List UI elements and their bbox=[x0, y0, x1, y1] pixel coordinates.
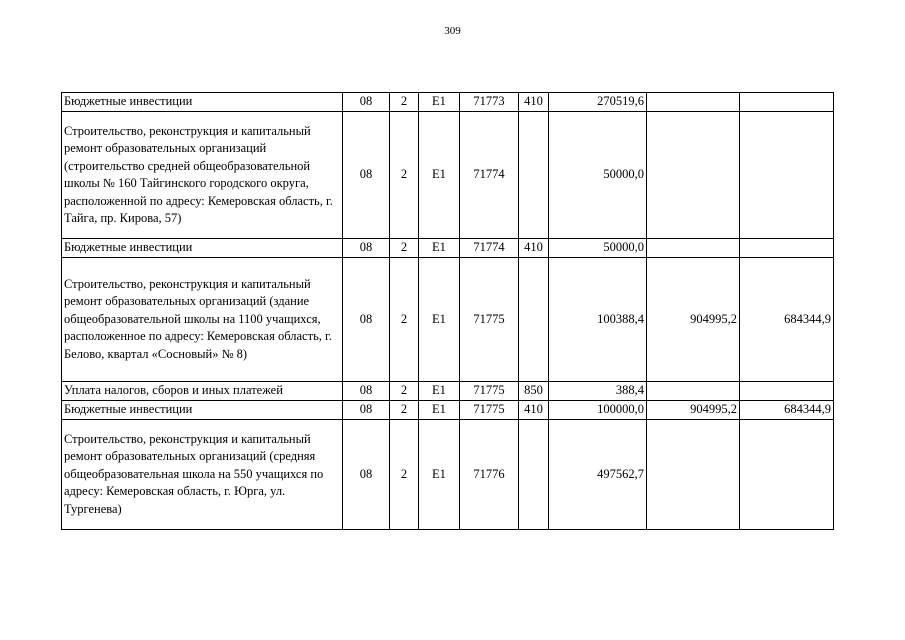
expense-type-code: 410 bbox=[519, 401, 549, 420]
amount-year-2 bbox=[647, 112, 740, 239]
budget-table bbox=[61, 92, 834, 530]
row-name: Бюджетные инвестиции bbox=[62, 239, 343, 258]
table-row bbox=[62, 112, 834, 239]
amount-year-1: 50000,0 bbox=[549, 239, 647, 258]
amount-year-3 bbox=[740, 382, 834, 401]
target-code: 71776 bbox=[460, 420, 519, 530]
program-code: E1 bbox=[419, 112, 460, 239]
amount-year-1: 100000,0 bbox=[549, 401, 647, 420]
subsection-code: 2 bbox=[390, 401, 419, 420]
target-code: 71773 bbox=[460, 93, 519, 112]
expense-type-code bbox=[519, 258, 549, 382]
section-code: 08 bbox=[343, 420, 390, 530]
amount-year-2 bbox=[647, 239, 740, 258]
subsection-code: 2 bbox=[390, 420, 419, 530]
row-name: Уплата налогов, сборов и иных платежей bbox=[62, 382, 343, 401]
subsection-code: 2 bbox=[390, 239, 419, 258]
expense-type-code: 410 bbox=[519, 93, 549, 112]
program-code: E1 bbox=[419, 382, 460, 401]
expense-type-code: 410 bbox=[519, 239, 549, 258]
table-row bbox=[62, 93, 834, 112]
amount-year-3 bbox=[740, 239, 834, 258]
target-code: 71775 bbox=[460, 382, 519, 401]
amount-year-1: 270519,6 bbox=[549, 93, 647, 112]
target-code: 71774 bbox=[460, 239, 519, 258]
program-code: E1 bbox=[419, 401, 460, 420]
amount-year-2: 904995,2 bbox=[647, 258, 740, 382]
row-name: Бюджетные инвестиции bbox=[62, 401, 343, 420]
amount-year-1: 50000,0 bbox=[549, 112, 647, 239]
page-number: 309 bbox=[444, 25, 461, 37]
row-name: Бюджетные инвестиции bbox=[62, 93, 343, 112]
program-code: E1 bbox=[419, 258, 460, 382]
amount-year-2 bbox=[647, 382, 740, 401]
subsection-code: 2 bbox=[390, 112, 419, 239]
program-code: E1 bbox=[419, 93, 460, 112]
section-code: 08 bbox=[343, 93, 390, 112]
section-code: 08 bbox=[343, 382, 390, 401]
amount-year-2 bbox=[647, 93, 740, 112]
subsection-code: 2 bbox=[390, 93, 419, 112]
row-name: Строительство, реконструкция и капитальный ремонт образовательных организаций (строительство средней общеобразовательной школы № 160 Тайгинского городского округа, расположенной по адресу: Кемеровская область, г. Тайга, пр. Кирова, 57) bbox=[62, 112, 343, 239]
amount-year-2 bbox=[647, 420, 740, 530]
amount-year-1: 497562,7 bbox=[549, 420, 647, 530]
row-name: Строительство, реконструкция и капитальный ремонт образовательных организаций (здание общеобразовательной школы на 1100 учащихся, расположенное по адресу: Кемеровская область, г. Белово, квартал «Сосновый» № 8) bbox=[62, 258, 343, 382]
expense-type-code bbox=[519, 112, 549, 239]
table-row bbox=[62, 420, 834, 530]
section-code: 08 bbox=[343, 401, 390, 420]
table-row bbox=[62, 239, 834, 258]
program-code: E1 bbox=[419, 420, 460, 530]
amount-year-1: 388,4 bbox=[549, 382, 647, 401]
table-row bbox=[62, 382, 834, 401]
table-row bbox=[62, 401, 834, 420]
table-row bbox=[62, 258, 834, 382]
target-code: 71775 bbox=[460, 258, 519, 382]
amount-year-3 bbox=[740, 420, 834, 530]
amount-year-3: 684344,9 bbox=[740, 258, 834, 382]
amount-year-3: 684344,9 bbox=[740, 401, 834, 420]
target-code: 71775 bbox=[460, 401, 519, 420]
expense-type-code: 850 bbox=[519, 382, 549, 401]
section-code: 08 bbox=[343, 239, 390, 258]
expense-type-code bbox=[519, 420, 549, 530]
program-code: E1 bbox=[419, 239, 460, 258]
amount-year-3 bbox=[740, 112, 834, 239]
section-code: 08 bbox=[343, 112, 390, 239]
amount-year-2: 904995,2 bbox=[647, 401, 740, 420]
row-name: Строительство, реконструкция и капитальный ремонт образовательных организаций (средняя общеобразовательная школа на 550 учащихся по адресу: Кемеровская область, г. Юрга, ул. Тургенева) bbox=[62, 420, 343, 530]
subsection-code: 2 bbox=[390, 382, 419, 401]
section-code: 08 bbox=[343, 258, 390, 382]
target-code: 71774 bbox=[460, 112, 519, 239]
subsection-code: 2 bbox=[390, 258, 419, 382]
amount-year-1: 100388,4 bbox=[549, 258, 647, 382]
amount-year-3 bbox=[740, 93, 834, 112]
